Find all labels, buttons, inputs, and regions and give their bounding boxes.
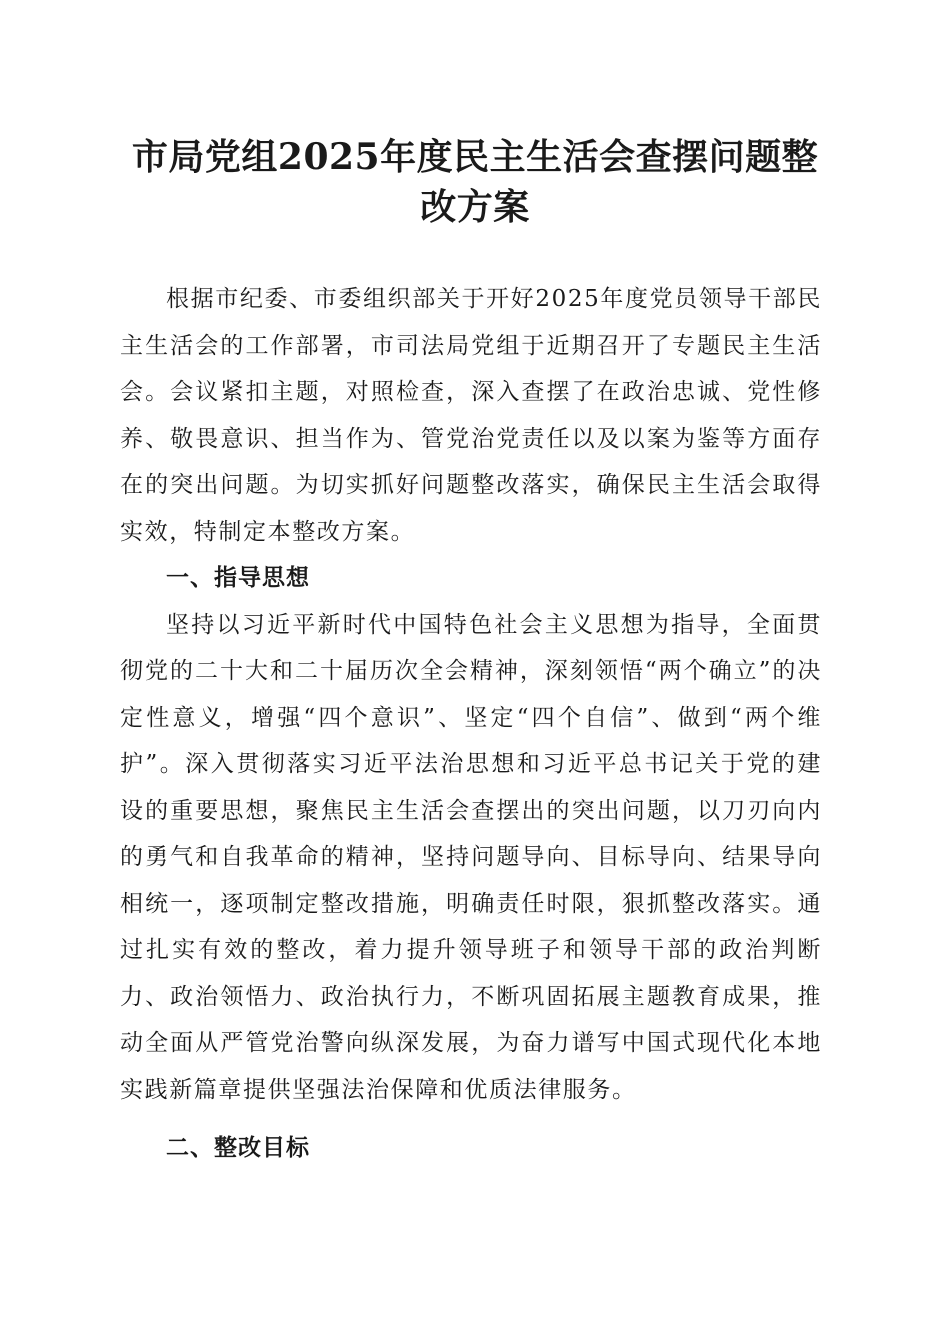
section-paragraph-guiding-ideology: 坚持以习近平新时代中国特色社会主义思想为指导，全面贯彻党的二十大和二十届历次全会精神，深刻领悟“两个确立”的决定性意义，增强“四个意识”、坚定“四个自信”、做到“两个维护”。深入贯彻落实习近平法治思想和习近平总书记关于党的建设的重要思想，聚焦民主生活会查摆出的突出问题，以刀刃向内的勇气和自我革命的精神，坚持问题导向、目标导向、结果导向相统一，逐项制定整改措施，明确责任时限，狠抓整改落实。通过扎实有效的整改，着力提升领导班子和领导干部的政治判断力、政治领悟力、政治执行力，不断巩固拓展主题教育成果，推动全面从严管党治警向纵深发展，为奋力谱写中国式现代化本地实践新篇章提供坚强法治保障和优质法律服务。	[120, 611, 822, 1103]
section-heading-rectification-goals: 二、整改目标	[166, 1135, 310, 1161]
intro-paragraph: 根据市纪委、市委组织部关于开好2025年度党员领导干部民主生活会的工作部署，市司法局党组于近期召开了专题民主生活会。会议紧扣主题，对照检查，深入查摆了在政治忠诚、党性修养、敬畏意识、担当作为、管党治党责任以及以案为鉴等方面存在的突出问题。为切实抓好问题整改落实，确保民主生活会取得实效，特制定本整改方案。	[120, 286, 822, 545]
section-heading-guiding-ideology: 一、指导思想	[166, 565, 310, 591]
document-title: 市局党组2025年度民主生活会查摆问题整改方案	[131, 136, 819, 228]
document-body	[120, 276, 822, 1172]
